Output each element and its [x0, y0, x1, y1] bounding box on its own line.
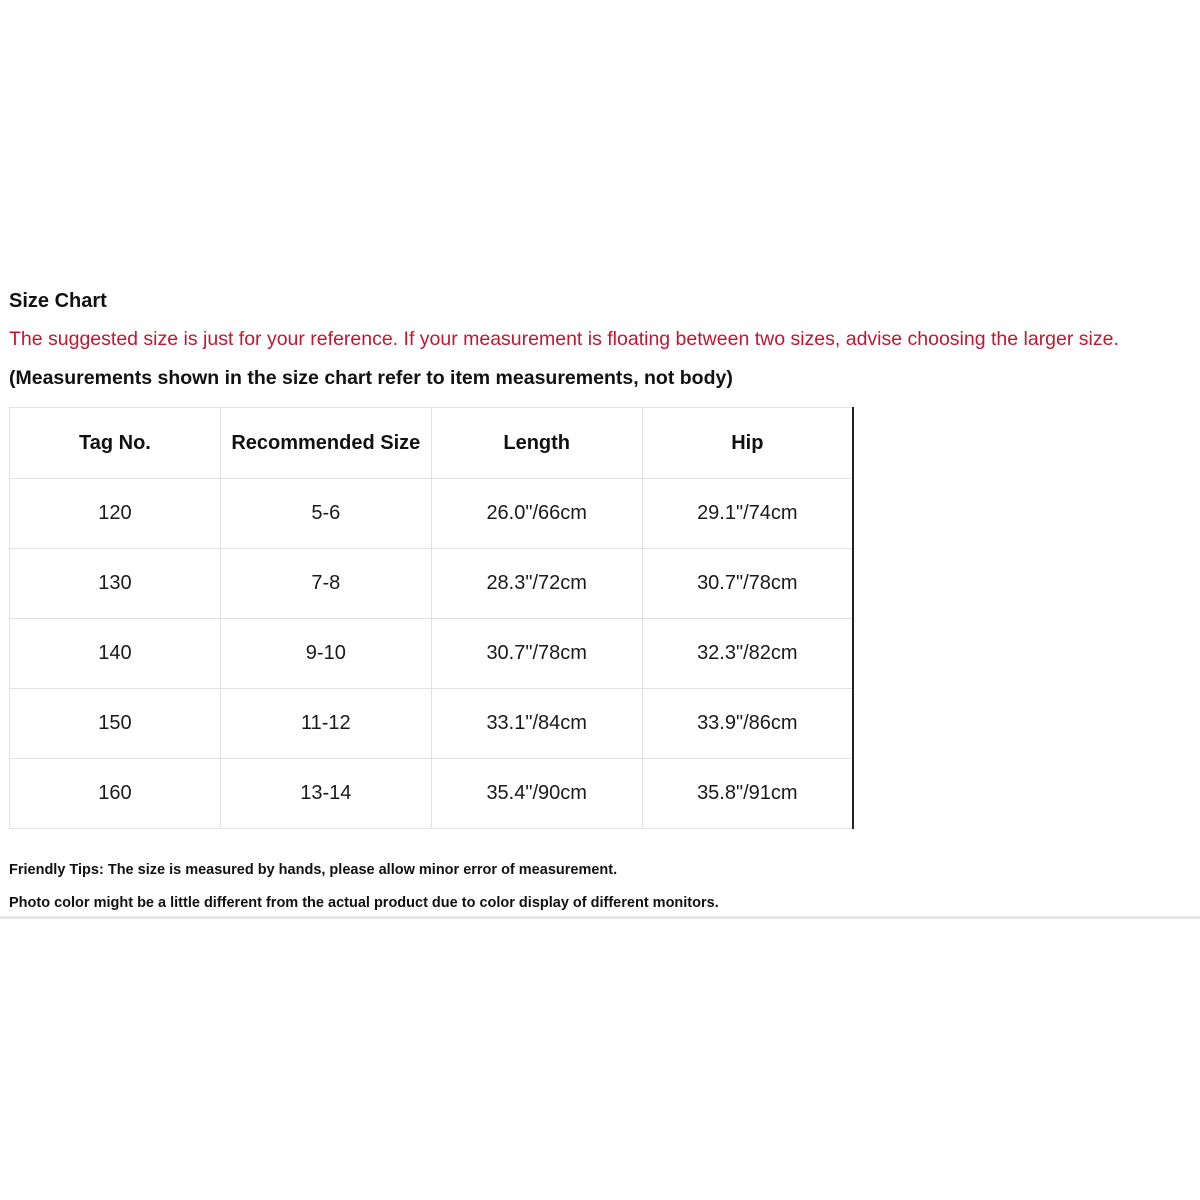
tag-no-cell: 130 [10, 549, 221, 619]
hip-cell: 33.9"/86cm [642, 689, 853, 759]
table-header-row [10, 408, 854, 479]
tag-no-cell: 120 [10, 479, 221, 549]
hip-cell: 32.3"/82cm [642, 619, 853, 689]
hip-cell: 35.8"/91cm [642, 759, 853, 829]
recommended-size-cell: 11-12 [220, 689, 431, 759]
recommended-size-cell: 5-6 [220, 479, 431, 549]
recommended-size-cell: 13-14 [220, 759, 431, 829]
size-advice-note: The suggested size is just for your reference. If your measurement is floating between two sizes, advise choosing the larger size. [9, 328, 1119, 350]
column-header-hip: Hip [642, 408, 853, 479]
hip-cell: 30.7"/78cm [642, 549, 853, 619]
length-cell: 35.4"/90cm [431, 759, 642, 829]
hip-cell: 29.1"/74cm [642, 479, 853, 549]
tag-no-cell: 150 [10, 689, 221, 759]
table-row [10, 759, 854, 829]
length-cell: 28.3"/72cm [431, 549, 642, 619]
size-chart-panel [0, 280, 1200, 919]
recommended-size-cell: 9-10 [220, 619, 431, 689]
column-header-tag-no: Tag No. [10, 408, 221, 479]
table-row [10, 479, 854, 549]
tag-no-cell: 140 [10, 619, 221, 689]
measurement-note: (Measurements shown in the size chart refer to item measurements, not body) [9, 367, 733, 389]
table-row [10, 619, 854, 689]
color-disclaimer: Photo color might be a little different from the actual product due to color display of different monitors. [9, 895, 719, 911]
length-cell: 30.7"/78cm [431, 619, 642, 689]
length-cell: 26.0"/66cm [431, 479, 642, 549]
length-cell: 33.1"/84cm [431, 689, 642, 759]
recommended-size-cell: 7-8 [220, 549, 431, 619]
table-row [10, 549, 854, 619]
size-table [9, 407, 854, 829]
column-header-length: Length [431, 408, 642, 479]
table-row [10, 689, 854, 759]
tag-no-cell: 160 [10, 759, 221, 829]
column-header-recommended-size: Recommended Size [220, 408, 431, 479]
page-title: Size Chart [9, 290, 107, 312]
friendly-tip: Friendly Tips: The size is measured by hands, please allow minor error of measurement. [9, 862, 618, 878]
